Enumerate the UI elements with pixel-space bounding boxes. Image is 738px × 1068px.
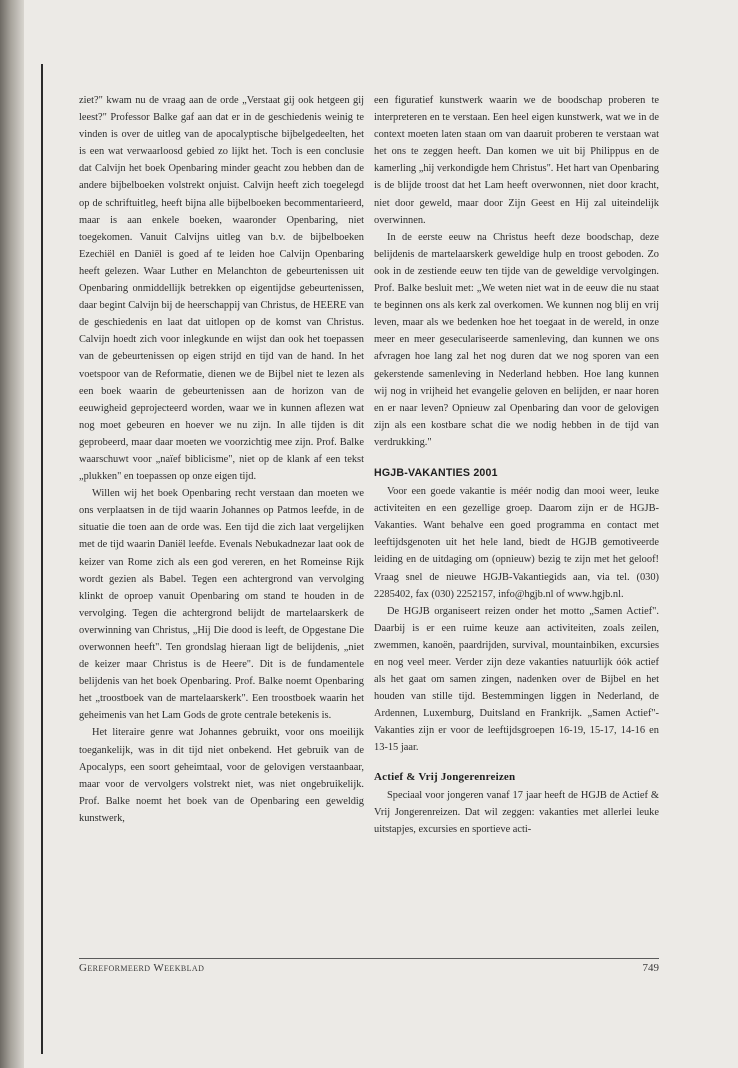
page-number: 749 xyxy=(642,962,659,974)
right-paragraph-1: een figuratief kunstwerk waarin we de boodschap proberen te interpreteren en te verstaan. Een heel eigen kunstwerk, wat we in de context moeten laten staan om van daaruit proberen te verstaan wat het ons te zeggen heeft. Dan komen we uit bij Philippus en de kamerling „hij verkondigde hem Christus". Het hart van Openbaring is de blijde troost dat het Lam heeft overwonnen, niet door kracht, niet door geweld, maar door Zijn Geest en Hij zal uiteindelijk overwinnen. xyxy=(374,95,660,226)
left-paragraph-3: Het literaire genre wat Johannes gebruikt, voor ons moeilijk toegankelijk, was in dit tijd niet onbekend. Het gebruik van de Apocalyps, een soort geheimtaal, voor de gelovigen verstaanbaar, maar voor de vervolgers volstrekt niet, was niet ongebruikelijk. Prof. Balke noemt het boek van de Openbaring een geweldig kunstwerk, xyxy=(79,727,364,824)
left-column xyxy=(79,92,364,827)
left-paragraph-1: ziet?" kwam nu de vraag aan de orde „Verstaat gij ook hetgeen gij leest?" Professor Balke gaf aan dat er in de geschiedenis weinig te vinden is over de uitleg van de apocalyptische bijbelgedeelten, het is een wat verwaarloosd gebied zo lijkt het. Toch is een conclusie dat Calvijn het boek Openbaring minder geacht zou hebben dan de andere bijbelboeken volstrekt onjuist. Calvijn heeft zich toegelegd op de schriftuitleg, heeft bijna alle bijbelboeken becommentarieerd, maar is aan enkele boeken, waaronder Openbaring, niet toegekomen. Vanuit Calvijns uitleg van b.v. de bijbelboeken Ezechiël en Daniël is goed af te leiden hoe Calvijn Openbaring heeft gelezen. Waar Luther en Melanchton de gebeurtenissen uit Openbaring onmiddellijk betrekken op eigentijdse gebeurtenissen, daar begint Calvijn bij de heerschappij van Christus, de HEERE van de geschiedenis en laat dat uitlopen op de komst van Christus. Calvijn hoedt zich voor inlegkunde en wijst dan ook het toepassen van de gebeurtenissen op eigen strijd en tijd van de hand. In het voetspoor van de Reformatie, dienen we de Bijbel niet te lezen als een boek waarin de gebeurtenissen aan de horizon van de eeuwigheid geprojecteerd worden, waar we in kunnen aflezen wat nog moet gebeuren en hoever we nu zijn. In alle tijden is dit geprobeerd, maar daar moeten we voorzichtig mee zijn. Prof. Balke waarschuwt voor „naïef biblicisme", niet op de klank af een tekst „plukken" en toepassen op onze eigen tijd. xyxy=(79,95,364,483)
publication-name: Gereformeerd Weekblad xyxy=(79,962,205,974)
hgjb-paragraph-1: Voor een goede vakantie is méér nodig dan mooi weer, leuke activiteiten en een gezellige groep. Daarom zijn er de HGJB-Vakanties. Want behalve een goed programma en contact met leeftijdsgenoten uit het hele land, biedt de HGJB gemotiveerde leiding en de uitdaging om (opnieuw) bezig te zijn met het geloof! Vraag snel de nieuwe HGJB-Vakantiegids aan, via tel. (030) 2285402, fax (030) 2252157, info@hgjb.nl of www.hgjb.nl. xyxy=(374,486,659,600)
actief-paragraph-1: Speciaal voor jongeren vanaf 17 jaar heeft de HGJB de Actief & Vrij Jongerenreizen. Dat wil zeggen: vakanties met allerlei leuke uitstapjes, excursies en sportieve acti- xyxy=(374,789,659,835)
footer-rule xyxy=(79,958,659,959)
left-paragraph-2: Willen wij het boek Openbaring recht verstaan dan moeten we ons verplaatsen in de tijd waarin Johannes op Patmos leefde, in de situatie die toen aan de orde was. Een tijd die zich laat vergelijken met de tijd waarin Daniël leefde. Evenals Nebukadnezar laat ook de keizer van Rome zich als een god vereren, en het Romeinse Rijk wordt gezien als Babel. Tegen een achtergrond van vervolging klinkt de oproep vanuit Openbaring om stand te houden in de vervolging. Tegen die achtergrond belijdt de martelaarskerk de overwinning van Christus, „Hij Die dood is leeft, de Opgestane Die overwonnen heeft". Ten grondslag hieraan ligt de belijdenis, „niet de keizer maar Christus is de Heere". Dit is de fundamentele belijdenis van het boek Openbaring. Prof. Balke noemt Openbaring het „troostboek van de martelaarskerk". Een troostboek waarin het geheimenis van het Lam Gods de grote centrale betekenis is. xyxy=(79,488,364,722)
margin-rule xyxy=(41,64,43,1054)
section-heading-hgjb-vakanties: HGJB-VAKANTIES 2001 xyxy=(374,466,498,479)
right-paragraph-2: In de eerste eeuw na Christus heeft deze boodschap, deze belijdenis de martelaarskerk geweldige hulp en troost geboden. Zo ook in de zestiende eeuw ten tijde van de geweldige vervolgingen. Prof. Balke besluit met: „We weten niet wat in de eeuw die nu staat te beginnen ons als kerk zal overkomen. We kunnen nog blij en vrij leven, maar als we bedenken hoe het toegaat in de wereld, in onze meer en meer geseculariseerde samenleving, dan kunnen we ons afvragen hoe lang zal het nog duren dat we nog sporen van een gekerstende samenleving in Nederland hebben. Hoe lang kunnen wij nog in vrijheid het evangelie geloven en belijden, er naar horen en er naar leven? Opnieuw zal Openbaring dan voor de gelovigen zijn als een kostbare schat die we nodig hebben in de tijd van verdrukking." xyxy=(374,231,659,448)
book-spine-shadow xyxy=(0,0,24,1068)
section-heading-actief-vrij: Actief & Vrij Jongerenreizen xyxy=(374,770,516,783)
right-column xyxy=(374,92,659,838)
hgjb-paragraph-2: De HGJB organiseert reizen onder het motto „Samen Actief". Daarbij is er een ruime keuze aan activiteiten, zoals zeilen, zwemmen, kanoën, paardrijden, survival, mountainbiken, excursies en nog veel meer. Verder zijn deze vakanties natuurlijk óók actief als het gaat om samen zingen, nadenken over de Bijbel en het houden van stille tijd. Bestemmingen liggen in Nederland, de Ardennen, Luxemburg, Duitsland en Frankrijk. „Samen Actief"-Vakanties zijn er voor de leeftijdsgroepen 16-19, 15-17, 14-16 en 13-15 jaar. xyxy=(374,605,659,754)
